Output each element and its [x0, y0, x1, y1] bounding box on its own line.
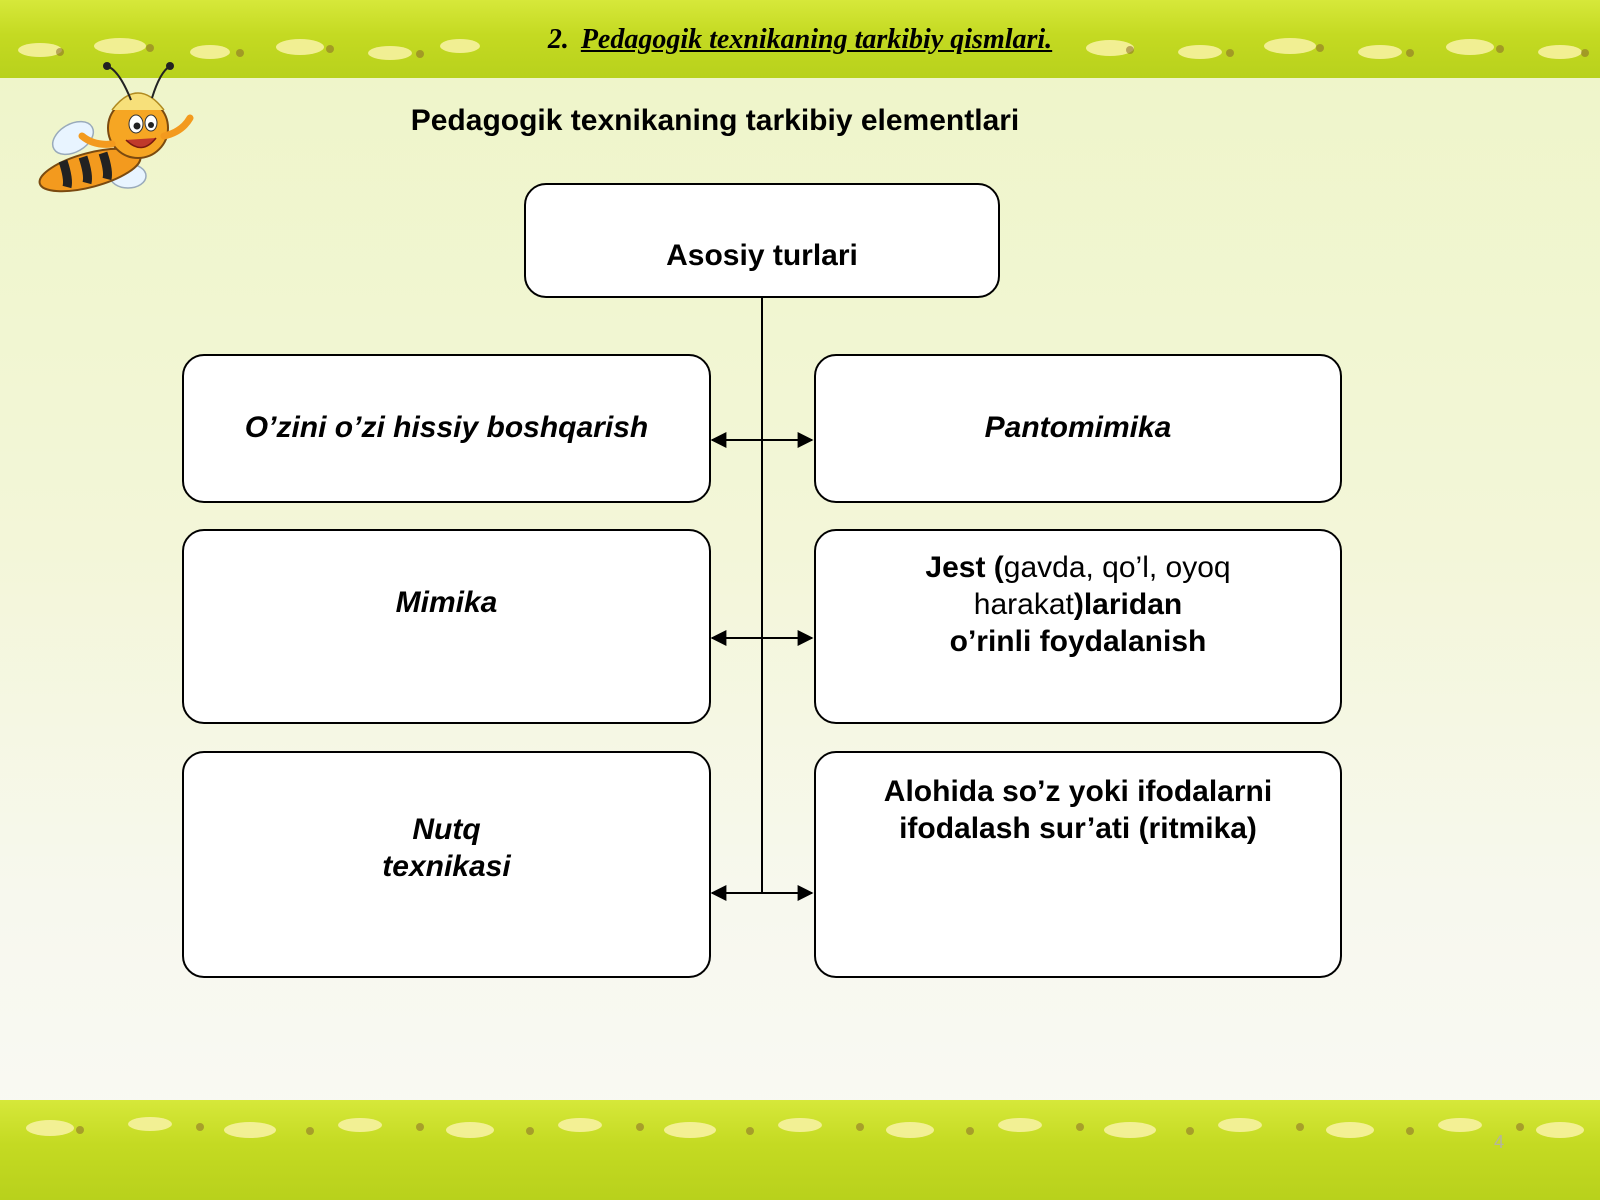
- node-label: Mimika: [395, 586, 498, 619]
- node-label-line: texnikasi: [382, 850, 511, 883]
- node-label-line: Alohida so’z yoki ifodalarni: [883, 775, 1273, 808]
- node-hissiy-boshqarish: [182, 354, 711, 503]
- node-pantomimika: [814, 354, 1342, 503]
- bottom-flower-band: [0, 1100, 1600, 1200]
- node-jest: [814, 529, 1342, 724]
- node-label: [826, 773, 1330, 847]
- page-number: 4: [1493, 1132, 1504, 1152]
- node-mimika: [182, 529, 711, 724]
- node-label-bold: )laridan: [1073, 588, 1183, 621]
- slide-title-number: 2.: [547, 24, 569, 55]
- node-label-normal: harakat: [973, 588, 1074, 621]
- node-label-normal: gavda, qo’l, oyoq: [1003, 551, 1231, 584]
- node-ritmika: [814, 751, 1342, 978]
- node-label-line: ifodalash sur’ati (ritmika): [899, 812, 1257, 845]
- node-label: [826, 549, 1330, 660]
- node-label-line: o’rinli foydalanish: [949, 625, 1207, 658]
- node-label: Pantomimika: [984, 411, 1172, 444]
- node-label-line: Nutq: [412, 813, 481, 846]
- flower-garland-bottom: [0, 1100, 1600, 1200]
- node-label: O’zini o’zi hissiy boshqarish: [244, 411, 649, 444]
- diagram-title: Pedagogik texnikaning tarkibiy elementlari: [410, 104, 1020, 137]
- node-label-bold: Jest (: [925, 551, 1004, 584]
- node-label: [194, 811, 699, 885]
- node-asosiy-turlari: [524, 183, 1000, 298]
- node-nutq-texnikasi: [182, 751, 711, 978]
- node-label: Asosiy turlari: [666, 239, 858, 272]
- slide-title-text: Pedagogik texnikaning tarkibiy qismlari.: [580, 24, 1053, 55]
